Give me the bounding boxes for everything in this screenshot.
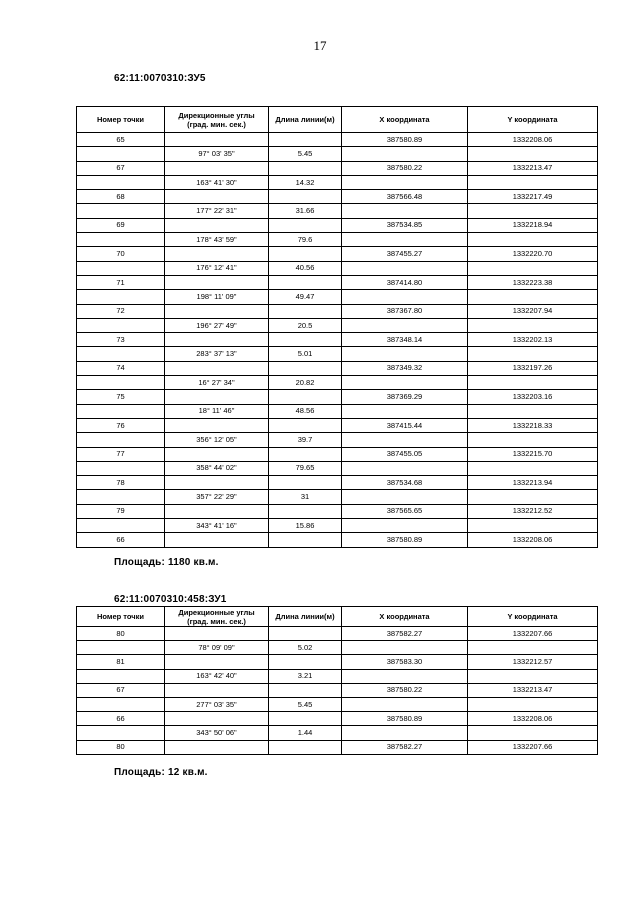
table-row [77,504,598,518]
cell-y-coordinate: 1332213.47 [468,161,598,175]
cell-y-coordinate: 1332223.38 [468,275,598,289]
table-row [77,461,598,475]
cell-point-number [77,261,165,275]
table-2-body [77,627,598,755]
cell-line-length [269,712,342,726]
cell-y-coordinate [468,204,598,218]
cell-point-number: 66 [77,712,165,726]
cell-direction-angle [165,390,269,404]
cell-point-number [77,376,165,390]
cell-x-coordinate [342,233,468,247]
cell-line-length [269,133,342,147]
table-row [77,304,598,318]
table-row [77,697,598,711]
coordinates-table-2 [76,606,598,755]
section-2-area: Площадь: 12 кв.м. [114,767,208,778]
section-1-heading: 62:11:0070310:ЗУ5 [114,73,206,84]
cell-point-number [77,490,165,504]
cell-y-coordinate: 1332208.06 [468,712,598,726]
cell-line-length: 31.66 [269,204,342,218]
cell-direction-angle: 357° 22' 29" [165,490,269,504]
cell-direction-angle: 97° 03' 35" [165,147,269,161]
cell-point-number [77,433,165,447]
cell-line-length: 39.7 [269,433,342,447]
column-header-line-length: Длина линии(м) [269,607,342,627]
cell-x-coordinate [342,404,468,418]
cell-direction-angle [165,712,269,726]
cell-y-coordinate: 1332215.70 [468,447,598,461]
cell-line-length [269,683,342,697]
cell-point-number [77,726,165,740]
cell-y-coordinate: 1332213.94 [468,476,598,490]
table-row [77,376,598,390]
cell-x-coordinate: 387583.30 [342,655,468,669]
cell-line-length: 5.01 [269,347,342,361]
cell-point-number [77,318,165,332]
cell-y-coordinate [468,461,598,475]
table-row [77,726,598,740]
column-header-point-number: Номер точки [77,107,165,133]
cell-x-coordinate: 387582.27 [342,627,468,641]
cell-x-coordinate [342,669,468,683]
cell-line-length [269,161,342,175]
cell-point-number [77,290,165,304]
cell-line-length: 79.6 [269,233,342,247]
table-row [77,390,598,404]
cell-x-coordinate: 387414.80 [342,275,468,289]
cell-point-number: 72 [77,304,165,318]
cell-point-number: 81 [77,655,165,669]
cell-x-coordinate: 387369.29 [342,390,468,404]
table-row [77,190,598,204]
cell-direction-angle [165,190,269,204]
cell-y-coordinate [468,433,598,447]
cell-point-number [77,233,165,247]
page-number: 17 [313,38,327,53]
cell-x-coordinate: 387349.32 [342,361,468,375]
cell-direction-angle [165,504,269,518]
table-row [77,347,598,361]
column-header-direction-angles: Дирекционные углы (град. мин. сек.) [165,107,269,133]
cell-point-number [77,669,165,683]
column-header-direction-angles: Дирекционные углы (град. мин. сек.) [165,607,269,627]
column-header-x-coordinate: X координата [342,107,468,133]
cell-line-length: 5.45 [269,147,342,161]
cell-point-number: 67 [77,161,165,175]
cell-direction-angle [165,161,269,175]
cell-y-coordinate: 1332220.70 [468,247,598,261]
cell-direction-angle [165,275,269,289]
cell-point-number: 65 [77,133,165,147]
cell-point-number: 73 [77,333,165,347]
table-row [77,247,598,261]
cell-y-coordinate [468,669,598,683]
table-row [77,476,598,490]
cell-line-length: 31 [269,490,342,504]
cell-line-length [269,304,342,318]
cell-line-length [269,390,342,404]
cell-line-length [269,247,342,261]
cell-direction-angle: 78° 09' 09" [165,641,269,655]
cell-point-number: 70 [77,247,165,261]
cell-direction-angle [165,655,269,669]
cell-y-coordinate [468,726,598,740]
cell-line-length: 3.21 [269,669,342,683]
cell-point-number [77,461,165,475]
cell-y-coordinate: 1332217.49 [468,190,598,204]
cell-x-coordinate: 387534.85 [342,218,468,232]
cell-line-length [269,447,342,461]
cell-x-coordinate: 387566.48 [342,190,468,204]
cell-x-coordinate [342,726,468,740]
cell-direction-angle [165,361,269,375]
table-row [77,641,598,655]
cell-y-coordinate: 1332202.13 [468,333,598,347]
cell-line-length [269,190,342,204]
table-row [77,433,598,447]
table-row [77,175,598,189]
cell-direction-angle: 198° 11' 09" [165,290,269,304]
cell-y-coordinate: 1332208.06 [468,133,598,147]
cell-point-number [77,175,165,189]
cell-direction-angle [165,218,269,232]
table-row [77,627,598,641]
cell-line-length: 20.82 [269,376,342,390]
table-row [77,683,598,697]
cell-line-length: 79.65 [269,461,342,475]
table-row [77,655,598,669]
cell-line-length: 48.56 [269,404,342,418]
table-row [77,261,598,275]
cell-y-coordinate [468,347,598,361]
table-row [77,447,598,461]
cell-x-coordinate [342,175,468,189]
cell-x-coordinate [342,290,468,304]
table-row [77,233,598,247]
cell-point-number: 66 [77,533,165,547]
cell-point-number [77,641,165,655]
cell-y-coordinate [468,261,598,275]
cell-y-coordinate [468,233,598,247]
cell-direction-angle: 283° 37' 13" [165,347,269,361]
coordinates-table-1 [76,106,598,548]
cell-y-coordinate [468,147,598,161]
cell-x-coordinate [342,318,468,332]
cell-y-coordinate: 1332197.26 [468,361,598,375]
section-1-area: Площадь: 1180 кв.м. [114,557,219,568]
cell-line-length: 49.47 [269,290,342,304]
table-row [77,275,598,289]
cell-x-coordinate: 387455.27 [342,247,468,261]
cell-point-number: 68 [77,190,165,204]
cell-direction-angle [165,683,269,697]
cell-line-length [269,533,342,547]
cell-x-coordinate [342,261,468,275]
table-row [77,361,598,375]
cell-point-number: 75 [77,390,165,404]
cell-point-number [77,204,165,218]
column-header-point-number: Номер точки [77,607,165,627]
table-row [77,740,598,754]
cell-point-number: 74 [77,361,165,375]
cell-direction-angle [165,447,269,461]
cell-direction-angle [165,418,269,432]
table-row [77,204,598,218]
cell-point-number: 79 [77,504,165,518]
cell-point-number [77,347,165,361]
cell-x-coordinate: 387367.80 [342,304,468,318]
table-row [77,333,598,347]
cell-point-number: 80 [77,627,165,641]
cell-x-coordinate: 387580.22 [342,161,468,175]
cell-point-number: 71 [77,275,165,289]
cell-y-coordinate [468,519,598,533]
cell-line-length [269,476,342,490]
cell-x-coordinate: 387580.22 [342,683,468,697]
cell-x-coordinate [342,147,468,161]
cell-y-coordinate [468,490,598,504]
cell-line-length: 14.32 [269,175,342,189]
cell-y-coordinate [468,175,598,189]
cell-direction-angle: 18° 11' 46" [165,404,269,418]
table-row [77,318,598,332]
table-row [77,490,598,504]
cell-x-coordinate [342,697,468,711]
cell-point-number: 76 [77,418,165,432]
cell-line-length [269,218,342,232]
cell-direction-angle [165,740,269,754]
cell-x-coordinate: 387348.14 [342,333,468,347]
cell-line-length [269,504,342,518]
cell-point-number [77,404,165,418]
cell-direction-angle [165,247,269,261]
cell-direction-angle: 196° 27' 49" [165,318,269,332]
cell-y-coordinate: 1332203.16 [468,390,598,404]
cell-y-coordinate: 1332212.57 [468,655,598,669]
cell-point-number: 77 [77,447,165,461]
cell-x-coordinate [342,433,468,447]
table-row [77,133,598,147]
cell-y-coordinate [468,318,598,332]
cell-y-coordinate: 1332207.94 [468,304,598,318]
cell-direction-angle: 356° 12' 05" [165,433,269,447]
column-header-y-coordinate: Y координата [468,107,598,133]
cell-direction-angle: 358° 44' 02" [165,461,269,475]
cell-x-coordinate [342,376,468,390]
cell-x-coordinate [342,641,468,655]
table-row [77,290,598,304]
cell-y-coordinate: 1332208.06 [468,533,598,547]
cell-direction-angle [165,476,269,490]
cell-y-coordinate [468,290,598,304]
cell-point-number [77,519,165,533]
cell-x-coordinate: 387565.65 [342,504,468,518]
table-row [77,147,598,161]
cell-x-coordinate [342,490,468,504]
cell-direction-angle: 176° 12' 41" [165,261,269,275]
cell-line-length: 15.86 [269,519,342,533]
cell-y-coordinate: 1332218.94 [468,218,598,232]
cell-direction-angle [165,133,269,147]
cell-x-coordinate: 387580.89 [342,533,468,547]
cell-direction-angle: 177° 22' 31" [165,204,269,218]
cell-y-coordinate: 1332207.66 [468,627,598,641]
cell-line-length: 20.5 [269,318,342,332]
cell-x-coordinate [342,519,468,533]
cell-y-coordinate: 1332218.33 [468,418,598,432]
section-2-heading: 62:11:0070310:458:ЗУ1 [114,594,227,605]
header-row [77,107,598,133]
cell-point-number: 78 [77,476,165,490]
cell-point-number: 80 [77,740,165,754]
cell-line-length [269,740,342,754]
table-row [77,712,598,726]
cell-line-length: 1.44 [269,726,342,740]
cell-line-length [269,655,342,669]
cell-y-coordinate [468,404,598,418]
column-header-x-coordinate: X координата [342,607,468,627]
cell-direction-angle: 16° 27' 34" [165,376,269,390]
table-1-body [77,133,598,548]
cell-point-number [77,147,165,161]
cell-line-length [269,418,342,432]
cell-line-length [269,361,342,375]
table-row [77,519,598,533]
table-row [77,669,598,683]
cell-line-length [269,275,342,289]
cell-point-number: 69 [77,218,165,232]
cell-x-coordinate: 387580.89 [342,712,468,726]
cell-direction-angle [165,627,269,641]
column-header-line-length: Длина линии(м) [269,107,342,133]
cell-point-number: 67 [77,683,165,697]
column-header-y-coordinate: Y координата [468,607,598,627]
cell-y-coordinate: 1332213.47 [468,683,598,697]
table-row [77,418,598,432]
cell-direction-angle: 163° 42' 40" [165,669,269,683]
cell-x-coordinate: 387455.05 [342,447,468,461]
cell-line-length: 5.02 [269,641,342,655]
cell-y-coordinate [468,697,598,711]
cell-x-coordinate: 387415.44 [342,418,468,432]
cell-x-coordinate [342,347,468,361]
table-row [77,218,598,232]
header-row [77,607,598,627]
cell-y-coordinate [468,376,598,390]
cell-point-number [77,697,165,711]
cell-direction-angle [165,333,269,347]
cell-x-coordinate [342,204,468,218]
cell-direction-angle: 277° 03' 35" [165,697,269,711]
cell-direction-angle: 178° 43' 59" [165,233,269,247]
cell-y-coordinate [468,641,598,655]
table-row [77,404,598,418]
cell-y-coordinate: 1332207.66 [468,740,598,754]
cell-direction-angle [165,533,269,547]
cell-x-coordinate: 387580.89 [342,133,468,147]
table-row [77,161,598,175]
cell-direction-angle: 343° 41' 16" [165,519,269,533]
cell-direction-angle [165,304,269,318]
cell-line-length: 40.56 [269,261,342,275]
cell-line-length: 5.45 [269,697,342,711]
cell-line-length [269,333,342,347]
table-row [77,533,598,547]
cell-line-length [269,627,342,641]
cell-x-coordinate [342,461,468,475]
cell-x-coordinate: 387582.27 [342,740,468,754]
cell-y-coordinate: 1332212.52 [468,504,598,518]
cell-x-coordinate: 387534.68 [342,476,468,490]
cell-direction-angle: 163° 41' 30" [165,175,269,189]
cell-direction-angle: 343° 50' 06" [165,726,269,740]
